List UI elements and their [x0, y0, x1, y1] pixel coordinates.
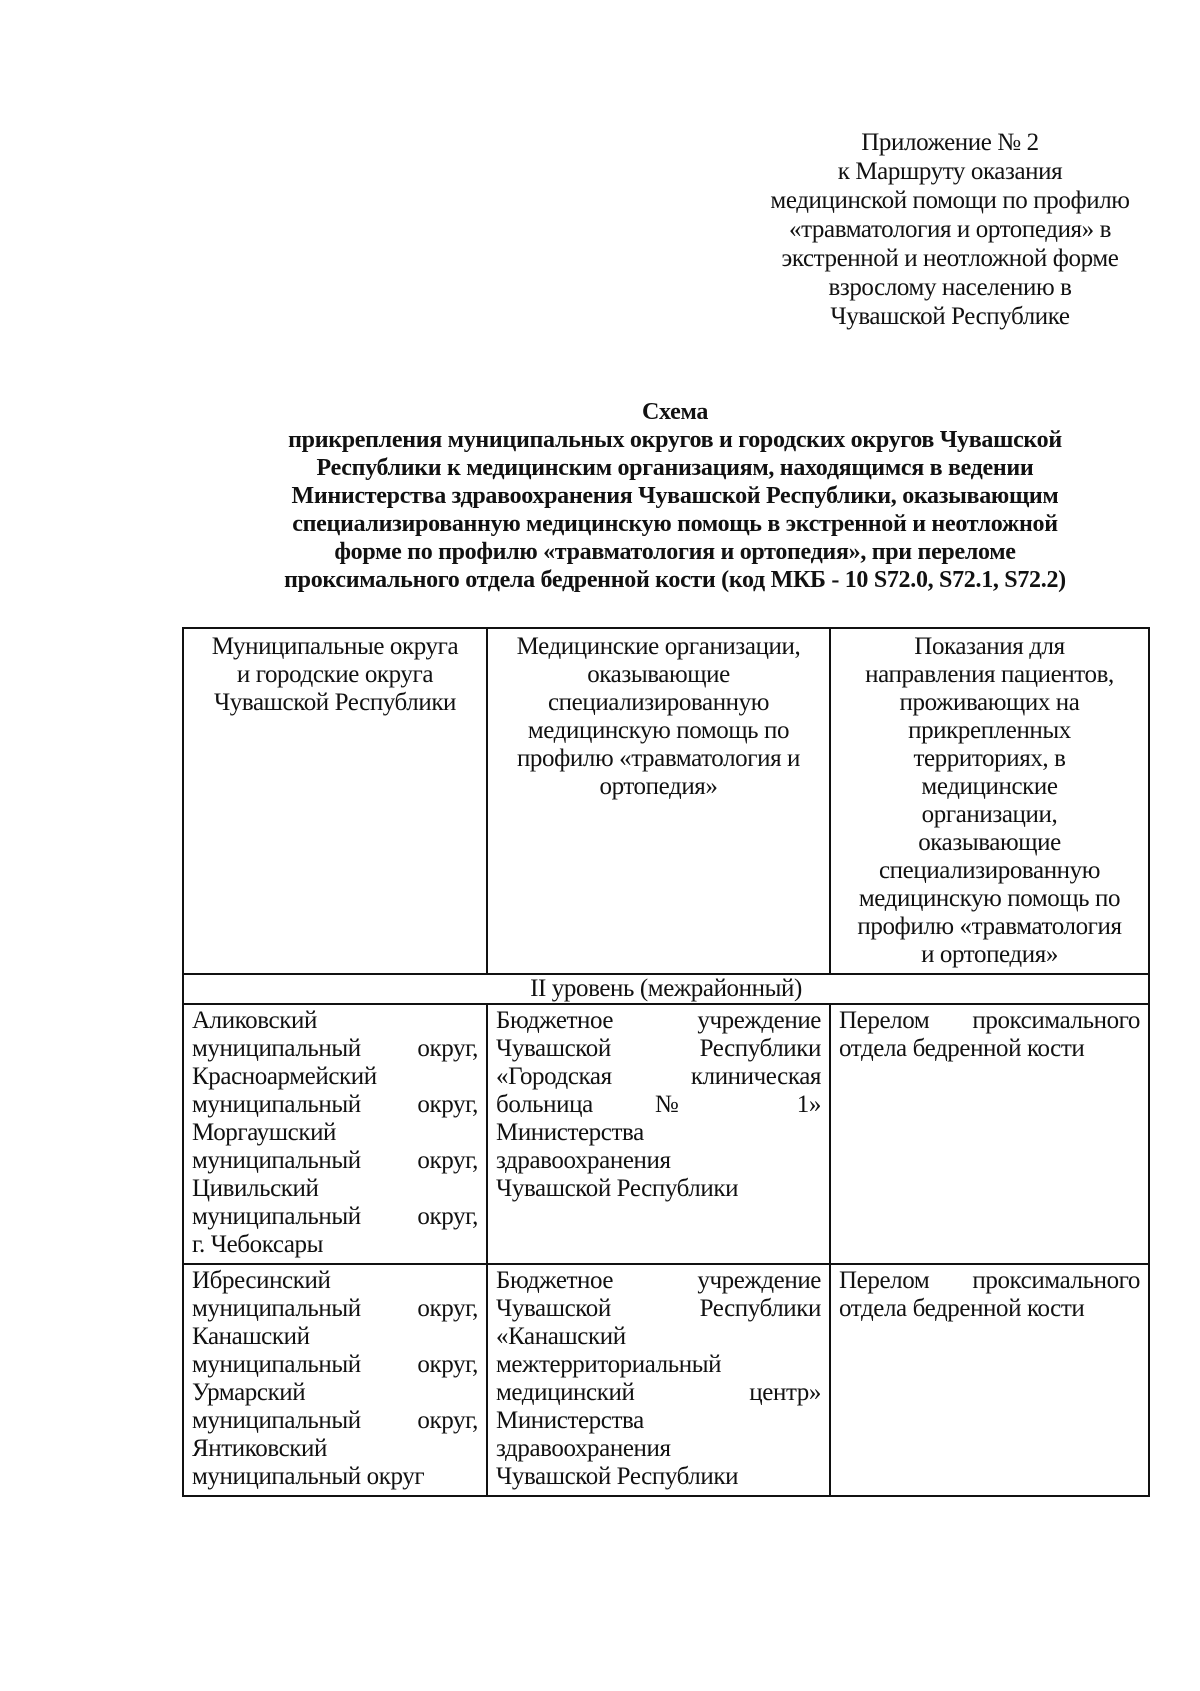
- title-line: прикрепления муниципальных округов и городских округов Чувашской: [288, 427, 1062, 453]
- cell-line: Моргаушский: [192, 1119, 337, 1146]
- appendix-line: Чувашской Республике: [830, 303, 1070, 330]
- header-line: медицинскую помощь по: [527, 717, 790, 744]
- cell-line: Перелом проксимального: [839, 1007, 1140, 1034]
- cell-line: муниципальный округ,: [192, 1035, 478, 1062]
- attachment-scheme-table: [182, 627, 1150, 1497]
- header-line: медицинские: [921, 773, 1058, 800]
- cell-line: Министерства: [496, 1407, 644, 1434]
- header-line: направления пациентов,: [865, 661, 1114, 688]
- cell-line: межтерриториальный: [496, 1351, 722, 1378]
- cell-line: муниципальный округ,: [192, 1407, 478, 1434]
- table-header-row: [183, 628, 1149, 974]
- title-line: Схема: [641, 399, 709, 425]
- appendix-line: медицинской помощи по профилю: [770, 187, 1130, 214]
- header-line: Показания для: [914, 633, 1065, 660]
- cell-line: муниципальный округ,: [192, 1091, 478, 1118]
- cell-line: Цивильский: [192, 1175, 319, 1202]
- title-line: специализированную медицинскую помощь в экстренной и неотложной: [292, 511, 1058, 537]
- header-line: территориях, в: [913, 745, 1066, 772]
- appendix-line: экстренной и неотложной форме: [781, 245, 1119, 272]
- table-level-row: [183, 974, 1149, 1004]
- cell-line: Чувашской Республики: [496, 1035, 821, 1062]
- header-line: проживающих на: [899, 689, 1080, 716]
- cell-line: г. Чебоксары: [192, 1231, 324, 1258]
- cell-line: отдела бедренной кости: [839, 1295, 1085, 1322]
- header-line: Медицинские организации,: [516, 633, 801, 660]
- header-line: прикрепленных: [908, 717, 1071, 744]
- cell-line: Красноармейский: [192, 1063, 377, 1090]
- cell-line: Чувашской Республики: [496, 1175, 739, 1202]
- header-line: оказывающие: [587, 661, 730, 688]
- cell-line: больница № 1»: [496, 1091, 821, 1118]
- cell-line: здравоохранения: [496, 1435, 671, 1462]
- cell-line: муниципальный округ,: [192, 1147, 478, 1174]
- header-line: медицинскую помощь по: [858, 885, 1121, 912]
- appendix-line: взрослому населению в: [828, 274, 1072, 301]
- cell-line: отдела бедренной кости: [839, 1035, 1085, 1062]
- title-line: проксимального отдела бедренной кости (код МКБ - 10 S72.0, S72.1, S72.2): [284, 567, 1066, 593]
- cell-line: «Городская клиническая: [496, 1063, 821, 1090]
- header-organizations: [487, 628, 830, 974]
- title-line: форме по профилю «травматология и ортопедия», при переломе: [334, 539, 1016, 565]
- header-line: Чувашской Республики: [213, 689, 457, 716]
- title-line: Республики к медицинским организациям, находящимся в ведении: [316, 455, 1034, 481]
- districts-cell: [183, 1004, 487, 1264]
- header-districts: [183, 628, 487, 974]
- care-level-label: II уровень (межрайонный): [183, 974, 1149, 1004]
- cell-line: Чувашской Республики: [496, 1463, 739, 1490]
- table-row: [183, 1264, 1149, 1496]
- table-row: [183, 1004, 1149, 1264]
- cell-line: Канашский: [192, 1323, 310, 1350]
- cell-line: муниципальный округ,: [192, 1203, 478, 1230]
- cell-line: Чувашской Республики: [496, 1295, 821, 1322]
- header-line: специализированную: [878, 857, 1101, 884]
- appendix-line: Приложение № 2: [861, 129, 1039, 156]
- cell-line: Ибресинский: [192, 1267, 331, 1294]
- cell-line: муниципальный округ,: [192, 1351, 478, 1378]
- cell-line: муниципальный округ,: [192, 1295, 478, 1322]
- appendix-note: [740, 128, 1160, 331]
- cell-line: Янтиковский: [192, 1435, 327, 1462]
- organization-cell: [487, 1004, 830, 1264]
- header-line: ортопедия»: [599, 773, 718, 800]
- appendix-line: к Маршруту оказания: [837, 158, 1063, 185]
- organization-cell: [487, 1264, 830, 1496]
- indication-cell: [830, 1264, 1149, 1496]
- cell-line: Бюджетное учреждение: [496, 1267, 821, 1294]
- header-line: и городские округа: [236, 661, 434, 688]
- header-line: профилю «травматология и: [516, 745, 801, 772]
- cell-line: Бюджетное учреждение: [496, 1007, 821, 1034]
- header-line: оказывающие: [918, 829, 1061, 856]
- cell-line: здравоохранения: [496, 1147, 671, 1174]
- header-indications: [830, 628, 1149, 974]
- indication-cell: [830, 1004, 1149, 1264]
- header-line: профилю «травматология: [857, 913, 1122, 940]
- document-title: [225, 398, 1125, 594]
- cell-line: Аликовский: [192, 1007, 317, 1034]
- header-line: Муниципальные округа: [211, 633, 459, 660]
- cell-line: медицинский центр»: [496, 1379, 821, 1406]
- districts-cell: [183, 1264, 487, 1496]
- header-line: специализированную: [547, 689, 770, 716]
- cell-line: «Канашский: [496, 1323, 626, 1350]
- cell-line: муниципальный округ: [192, 1463, 425, 1490]
- header-line: и ортопедия»: [921, 941, 1058, 968]
- appendix-line: «травматология и ортопедия» в: [788, 216, 1112, 243]
- cell-line: Министерства: [496, 1119, 644, 1146]
- cell-line: Перелом проксимального: [839, 1267, 1140, 1294]
- cell-line: Урмарский: [192, 1379, 306, 1406]
- header-line: организации,: [921, 801, 1058, 828]
- title-line: Министерства здравоохранения Чувашской Республики, оказывающим: [291, 483, 1059, 509]
